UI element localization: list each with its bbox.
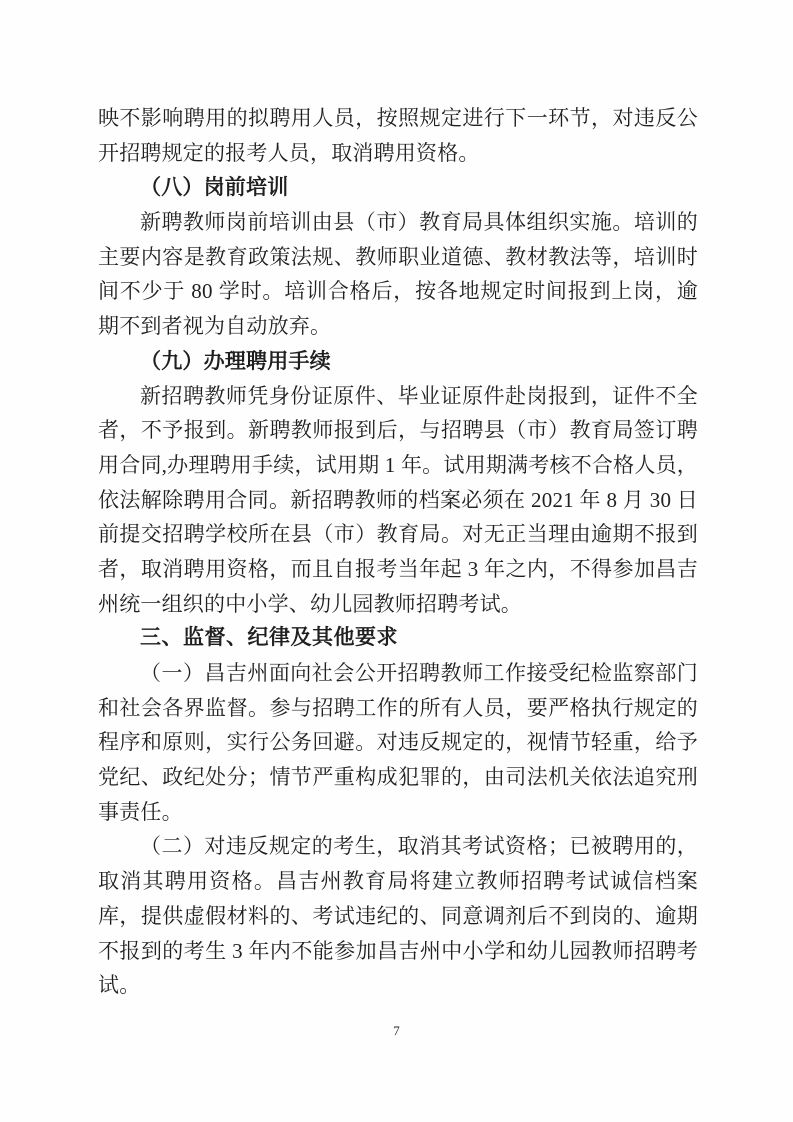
document-body [98, 101, 698, 1003]
text-line: 程序和原则，实行公务回避。对违反规定的，视情节轻重，给予 [98, 730, 698, 755]
text-line: （二）对违反规定的考生，取消其考试资格；已被聘用的， [140, 834, 698, 859]
text-line: （一）昌吉州面向社会公开招聘教师工作接受纪检监察部门 [140, 661, 698, 685]
text-line: 试。 [98, 973, 141, 998]
text-line: 者，取消聘用资格，而且自报考当年起 3 年之内，不得参加昌吉 [98, 556, 698, 581]
text-line: 和社会各界监督。参与招聘工作的所有人员，要严格执行规定的 [98, 695, 698, 720]
text-line: 依法解除聘用合同。新招聘教师的档案必须在 2021 年 8 月 30 日 [98, 487, 698, 512]
text-line: 取消其聘用资格。昌吉州教育局将建立教师招聘考试诚信档案 [98, 869, 698, 894]
section-heading: 三、监督、纪律及其他要求 [140, 626, 398, 650]
text-line: 新聘教师岗前培训由县（市）教育局具体组织实施。培训的 [140, 210, 698, 235]
text-line: 映不影响聘用的拟聘用人员，按照规定进行下一环节，对违反公 [98, 106, 698, 130]
text-line: 库，提供虚假材料的、考试违纪的、同意调剂后不到岗的、逾期 [98, 903, 698, 928]
section-heading: （八）岗前培训 [140, 175, 289, 200]
text-line: 不报到的考生 3 年内不能参加昌吉州中小学和幼儿园教师招聘考 [98, 938, 698, 963]
page-number: 7 [393, 1023, 400, 1038]
text-line: 期不到者视为自动放弃。 [98, 314, 332, 339]
text-line: 用合同,办理聘用手续，试用期 1 年。试用期满考核不合格人员， [98, 452, 698, 477]
section-heading: （九）办理聘用手续 [140, 348, 331, 373]
text-line: 新招聘教师凭身份证原件、毕业证原件赴岗报到，证件不全 [140, 383, 698, 408]
text-line: 党纪、政纪处分；情节严重构成犯罪的，由司法机关依法追究刑 [98, 765, 698, 790]
text-line: 主要内容是教育政策法规、教师职业道德、教材教法等，培训时 [98, 244, 698, 269]
text-line: 开招聘规定的报考人员，取消聘用资格。 [98, 140, 480, 165]
text-line: 州统一组织的中小学、幼儿园教师招聘考试。 [98, 591, 522, 616]
text-line: 者，不予报到。新聘教师报到后，与招聘县（市）教育局签订聘 [98, 418, 698, 443]
text-line: 前提交招聘学校所在县（市）教育局。对无正当理由逾期不报到 [98, 522, 698, 547]
text-line: 事责任。 [98, 799, 183, 824]
text-line: 间不少于 80 学时。培训合格后，按各地规定时间报到上岗，逾 [98, 279, 698, 304]
